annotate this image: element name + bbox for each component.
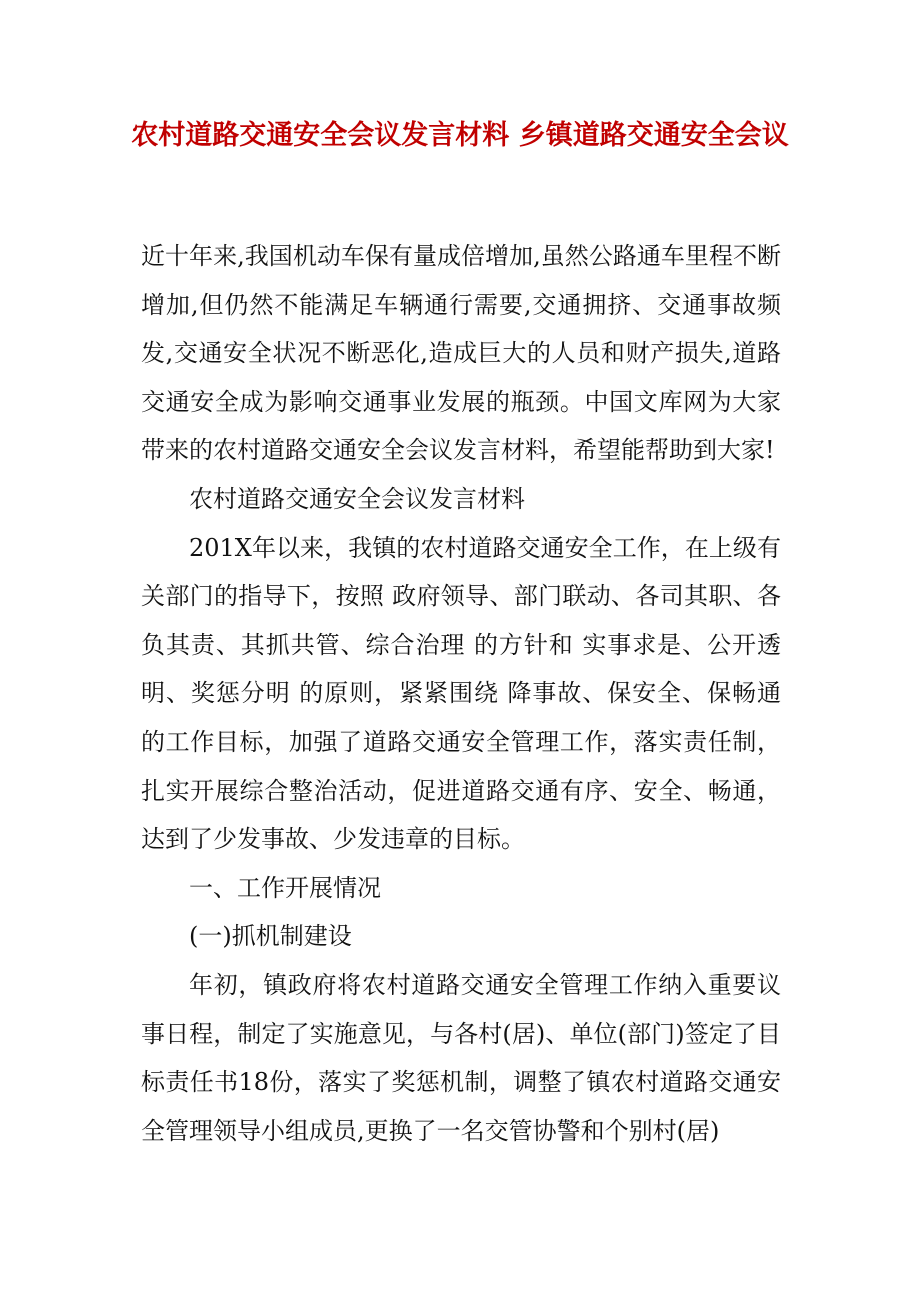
summary-paragraph: 201X年以来，我镇的农村道路交通安全工作，在上级有关部门的指导下，按照 政府领导、部门联动、各司其职、各负其责、其抓共管、综合治理 的方针和 实事求是、公开透明、奖惩分明 的原则，紧紧围绕 降事故、保安全、保畅通 的工作目标，加强了道路交通安全管理工作，落实责任制，扎实开展综合整治活动，促进道路交通有序、安全、畅通，达到了少发事故、少发违章的目标。 (141, 533, 781, 854)
subtitle-paragraph: 农村道路交通安全会议发言材料 (189, 484, 525, 513)
document-body (141, 232, 781, 1155)
mechanism-paragraph: 年初，镇政府将农村道路交通安全管理工作纳入重要议事日程，制定了实施意见，与各村(居)、单位(部门)签定了目标责任书18份，落实了奖惩机制，调整了镇农村道路交通安全管理领导小组成员,更换了一名交管协警和个别村(居) (141, 970, 781, 1145)
intro-paragraph: 近十年来,我国机动车保有量成倍增加,虽然公路通车里程不断增加,但仍然不能满足车辆通行需要,交通拥挤、交通事故频发,交通安全状况不断恶化,造成巨大的人员和财产损失,道路交通安全成为影响交通事业发展的瓶颈。中国文库网为大家带来的农村道路交通安全会议发言材料，希望能帮助到大家! (141, 242, 781, 465)
document-title: 农村道路交通安全会议发言材料 乡镇道路交通安全会议 (131, 120, 789, 151)
subsection-heading: (一)抓机制建设 (189, 922, 352, 951)
section-heading: 一、工作开展情况 (189, 873, 381, 902)
